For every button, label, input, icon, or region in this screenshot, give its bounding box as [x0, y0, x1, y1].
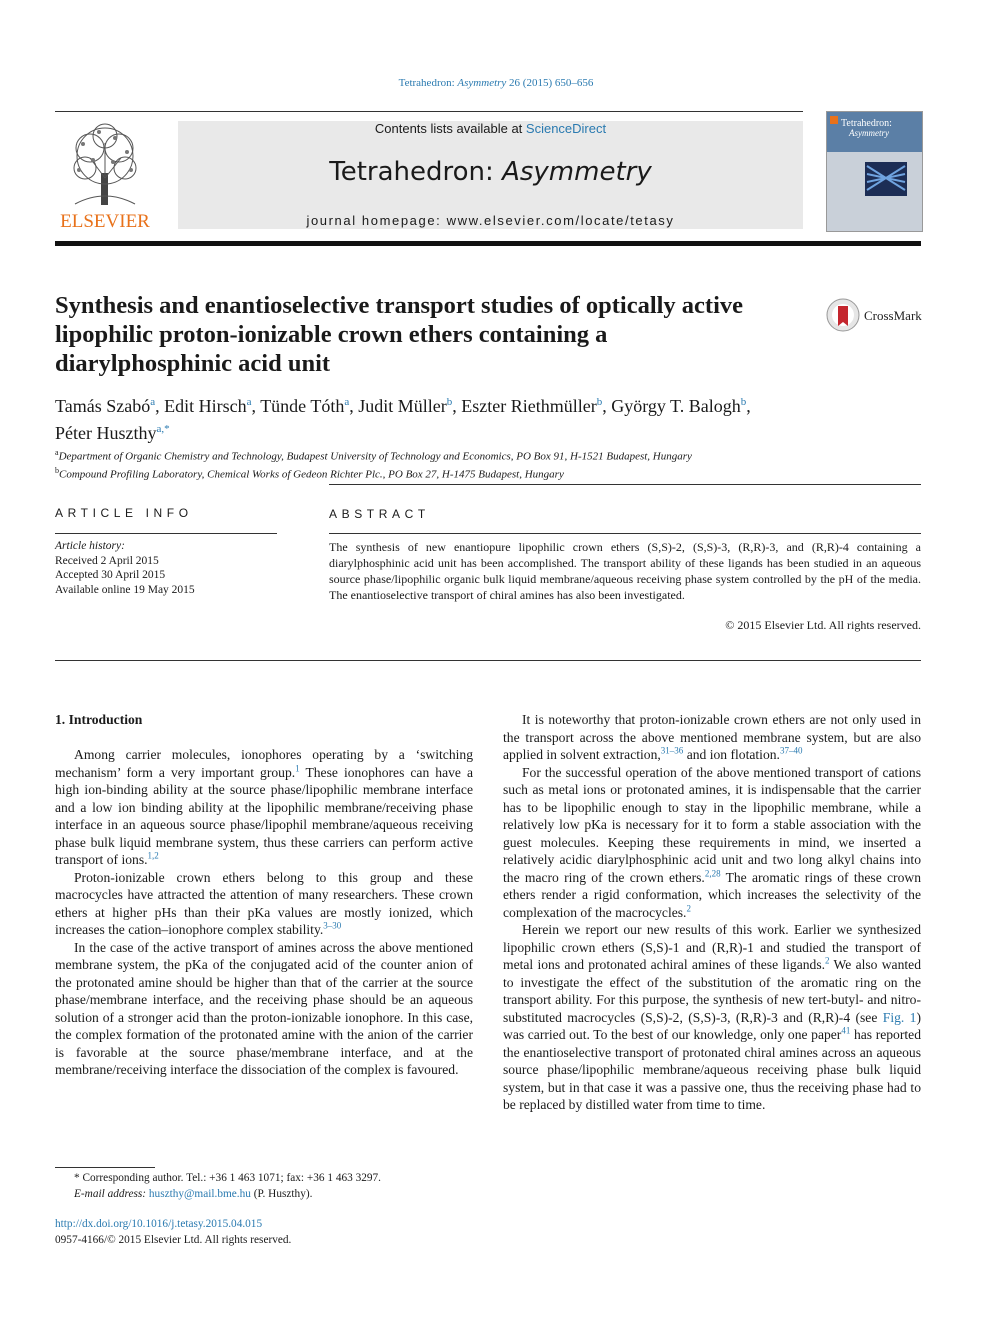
cover-title-a: Tetrahedron: — [841, 118, 892, 129]
title-line-3: diarylphosphinic acid unit — [55, 350, 331, 377]
homepage-url[interactable]: www.elsevier.com/locate/tetasy — [446, 213, 675, 228]
sciencedirect-link[interactable]: ScienceDirect — [525, 121, 607, 136]
journal-cover-thumbnail[interactable] — [826, 111, 923, 232]
paragraph: In the case of the active transport of amines across the above mentioned membrane system, the pKa of the conjugated acid of the counter anion of the protonated amine should be higher than that of the carrier at the source phase/membrane interface, and the receiving phase should be an aqueous solution of a stronger acid than the proton-ionizable ionophore. In this case, the complex formation of the protonated amine with the anion of the carrier is favorable at the source phase/membrane interface, and at the membrane/receiving interface the dissociation of the complex is favoured. — [55, 939, 473, 1077]
footnote-rule — [55, 1167, 155, 1168]
journal-title-b: Asymmetry — [502, 157, 652, 187]
author[interactable]: Edit Hirsch$^a$, — [164, 396, 261, 416]
title-line-2: lipophilic proton-ionizable crown ethers containing a — [55, 321, 608, 348]
paragraph: Proton-ionizable crown ethers belong to this group and these macrocycles have attracted the attention of many researchers. These crown ethers at higher pHs than their pKa values are mostly ionized, which increases the cation–ionophore complex stability.$^{3-30}$ — [55, 869, 473, 937]
journal-title-a: Tetrahedron: — [329, 157, 503, 187]
accepted-date: Accepted 30 April 2015 — [55, 569, 166, 581]
body-top-rule — [55, 660, 921, 661]
author[interactable]: György T. Balogh$^b$, — [611, 396, 751, 416]
author[interactable]: Judit Müller$^b$, — [358, 396, 462, 416]
author[interactable]: Eszter Riethmüller$^b$, — [461, 396, 612, 416]
author[interactable]: Péter Huszthy$^{a,*}$ — [55, 423, 170, 443]
affiliation-a: $^a$Department of Organic Chemistry and Technology, Budapest University of Technology and Economics, PO Box 91, H-1521 Budapest, Hungary — [55, 448, 692, 463]
contents-lists — [178, 121, 803, 136]
article-history — [55, 539, 195, 597]
header-top-rule — [55, 111, 803, 112]
author[interactable]: Tamás Szabó$^a$, — [55, 396, 165, 416]
paragraph: It is noteworthy that proton-ionizable crown ethers are not only used in the transport across the above mentioned membrane system, but are also applied in solvent extraction,$^{31-36}$ and ion flotation.$^{37-40}$ — [503, 712, 921, 762]
reference-link[interactable]: 3–30 — [323, 920, 342, 931]
body-column-right — [503, 711, 921, 1114]
crossmark-badge[interactable] — [826, 297, 926, 333]
figure-link[interactable]: Fig. 1 — [882, 1009, 917, 1025]
history-label: Article history: — [55, 540, 125, 552]
affiliations — [55, 446, 921, 481]
homepage-prefix: journal homepage: — [306, 213, 447, 228]
cover-title-b: Asymmetry — [849, 128, 889, 138]
citation-volume-pages: 26 (2015) 650–656 — [506, 77, 594, 89]
paragraph: Among carrier molecules, ionophores operating by a ‘switching mechanism’ form a very important group.$^1$ These ionophores can have a high ion-binding ability at the source phase/lipophilic membrane interface and a low ion binding ability at the lipophilic membrane/receiving phase interface in an aqueous source phase/lipophil membrane/aqueous receiving phase bulk liquid membrane system, thus these carriers can perform active transport of ions.$^{1,2}$ — [55, 747, 474, 867]
citation-journal-a: Tetrahedron: — [398, 77, 458, 89]
body-column-left — [55, 711, 473, 1079]
author-list — [55, 391, 921, 445]
reference-link[interactable]: 1 — [295, 762, 300, 773]
received-date: Received 2 April 2015 — [55, 554, 159, 567]
abstract-copyright: © 2015 Elsevier Ltd. All rights reserved. — [725, 618, 921, 632]
abstract-text: The synthesis of new enantiopure lipophilic crown ethers (S,S)-2, (S,S)-3, (R,R)-3, and (R,R)-4 containing a diarylphosphinic acid unit has been accomplished. The transport ability of these ligands has been studied in an aqueous source phase/lipophilic organic bulk liquid membrane/aqueous receiving phase system controlled by the pH of the media. The enantioselective transport of chiral amines has also been investigated. — [329, 540, 921, 602]
citation-journal-b: Asymmetry — [457, 77, 507, 89]
doi-link[interactable]: http://dx.doi.org/10.1016/j.tetasy.2015.04.015 — [55, 1218, 263, 1230]
elsevier-wordmark: ELSEVIER — [60, 211, 150, 230]
corresponding-author-footnote — [55, 1170, 475, 1202]
article-title — [55, 291, 815, 378]
reference-link[interactable]: 31–36 — [660, 745, 684, 756]
issn-line: 0957-4166/© 2015 Elsevier Ltd. All rights reserved. — [55, 1234, 292, 1246]
crossmark-icon — [826, 297, 926, 333]
article-info-rule — [55, 533, 277, 534]
paragraph: Herein we report our new results of this work. Earlier we synthesized lipophilic crown ethers (S,S)-1 and (R,R)-1 and studied the transport of metal ions and protonated achiral amines of these ligands.$^2$ We also wanted to investigate the effect of the substitution of the aromatic ring on the transport ability. For this purpose, the synthesis of new tert-butyl- and nitro-substituted macrocycles (S,S)-2, (S,S)-3, (R,R)-3 and (R,R)-4 (see Fig. 1) was carried out. To the best of our knowledge, only one paper$^{41}$ has reported the enantioselective transport of protonated chiral amines across an aqueous source phase/lipophilic membrane/aqueous receiving phase bulk liquid system, but in that case it was a passive one, thus the receiving phase had to be replaced by distilled water from time to time. — [503, 922, 922, 1112]
online-date: Available online 19 May 2015 — [55, 583, 195, 596]
reference-link[interactable]: 41 — [841, 1025, 851, 1036]
email-line: E-mail address: huszthy@mail.bme.hu (P. Huszthy). — [74, 1188, 313, 1200]
reference-link[interactable]: 2,28 — [704, 867, 721, 878]
reference-link[interactable]: 1,2 — [147, 850, 159, 861]
reference-link[interactable]: 37–40 — [779, 745, 803, 756]
affiliation-b: $^b$Compound Profiling Laboratory, Chemical Works of Gedeon Richter Plc., PO Box 27, H-1475 Budapest, Hungary — [55, 465, 564, 481]
elsevier-tree-icon — [55, 118, 155, 230]
elsevier-logo — [55, 118, 155, 230]
doi-block — [55, 1216, 291, 1248]
cover-image — [827, 112, 922, 231]
abstract-top-rule — [329, 484, 921, 485]
journal-title — [178, 157, 803, 187]
abstract-heading: ABSTRACT — [329, 507, 430, 521]
paragraph: For the successful operation of the above mentioned transport of cations such as metal ions or protonated amines, it is indispensable that the carrier has to be lipophilic enough to stay in the lipophilic membrane, while a relatively low pKa is necessary for it to form a stable association with the guest molecules. Keeping these requirements in mind, we inserted a relatively acidic diarylphosphinic acid unit and two long alkyl chains into the macro ring of the crown ethers.$^{2,28}$ The aromatic rings of these crown ethers render a rigid conformation, which increases the selectivity of the complexation of the macrocycles.$^2$ — [503, 764, 921, 920]
contents-prefix: Contents lists available at — [374, 121, 526, 136]
article-info-heading: ARTICLE INFO — [55, 506, 193, 520]
author[interactable]: Tünde Tóth$^a$, — [260, 396, 359, 416]
title-line-1: Synthesis and enantioselective transport studies of optically active — [55, 292, 744, 319]
email-link[interactable]: huszthy@mail.bme.hu — [148, 1188, 251, 1200]
section-heading-introduction: 1. Introduction — [55, 712, 143, 727]
reference-link[interactable]: 2 — [825, 955, 830, 966]
journal-homepage — [178, 213, 803, 228]
crossmark-label: CrossMark — [864, 308, 922, 323]
corresponding-author: * Corresponding author. Tel.: +36 1 463 1071; fax: +36 1 463 3297. — [74, 1172, 382, 1184]
header-thick-rule — [55, 241, 921, 246]
reference-link[interactable]: 2 — [686, 902, 691, 913]
abstract-rule — [329, 533, 921, 534]
journal-citation[interactable] — [0, 77, 992, 89]
